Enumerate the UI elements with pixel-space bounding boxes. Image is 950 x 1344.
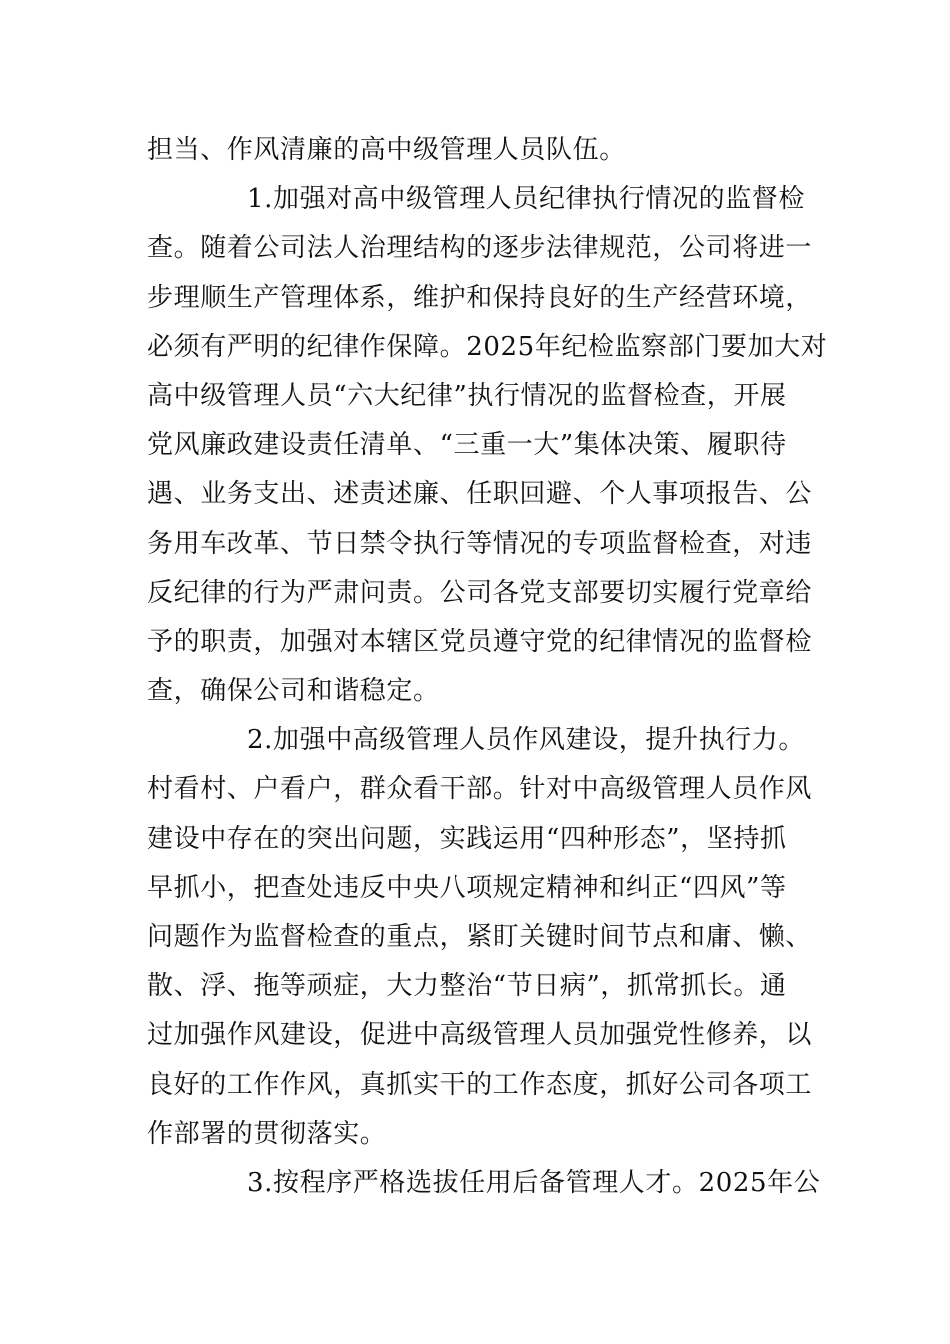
text-line: 反纪律的行为严肃问责。公司各党支部要切实履行党章给: [147, 577, 813, 608]
text-line: 建设中存在的突出问题，实践运用“四种形态”，坚持抓: [147, 823, 787, 854]
text-line: 1.加强对高中级管理人员纪律执行情况的监督检: [247, 184, 806, 215]
text-line: 散、浮、拖等顽症，大力整治“节日病”，抓常抓长。通: [147, 971, 787, 1002]
text-line: 问题作为监督检查的重点，紧盯关键时间节点和庸、懒、: [147, 922, 813, 952]
text-line: 必须有严明的纪律作保障。2025年纪检监察部门要加大对: [147, 331, 828, 362]
text-line: 查。随着公司法人治理结构的逐步法律规范，公司将进一: [147, 233, 813, 264]
text-line: 查，确保公司和谐稳定。: [147, 676, 440, 707]
body-text: [147, 126, 828, 1208]
text-line: 村看村、户看户，群众看干部。针对中高级管理人员作风: [147, 774, 813, 805]
text-line: 3.按程序严格选拔任用后备管理人才。2025年公: [247, 1167, 821, 1198]
text-line: 担当、作风清廉的高中级管理人员队伍。: [147, 135, 626, 165]
text-line: 党风廉政建设责任清单、“三重一大”集体决策、履职待: [147, 430, 787, 461]
text-line: 高中级管理人员“六大纪律”执行情况的监督检查，开展: [147, 380, 787, 411]
text-line: 良好的工作作风，真抓实干的工作态度，抓好公司各项工: [147, 1069, 813, 1100]
text-line: 早抓小，把查处违反中央八项规定精神和纠正“四风”等: [147, 872, 787, 903]
text-line: 遇、业务支出、述责述廉、任职回避、个人事项报告、公: [147, 479, 813, 510]
text-line: 作部署的贯彻落实。: [147, 1118, 387, 1149]
text-line: 予的职责，加强对本辖区党员遵守党的纪律情况的监督检: [147, 626, 813, 657]
text-line: 步理顺生产管理体系，维护和保持良好的生产经营环境，: [147, 282, 813, 313]
text-line: 2.加强中高级管理人员作风建设，提升执行力。: [247, 725, 806, 756]
text-line: 过加强作风建设，促进中高级管理人员加强党性修养，以: [147, 1020, 813, 1051]
text-line: 务用车改革、节日禁令执行等情况的专项监督检查，对违: [147, 528, 813, 559]
